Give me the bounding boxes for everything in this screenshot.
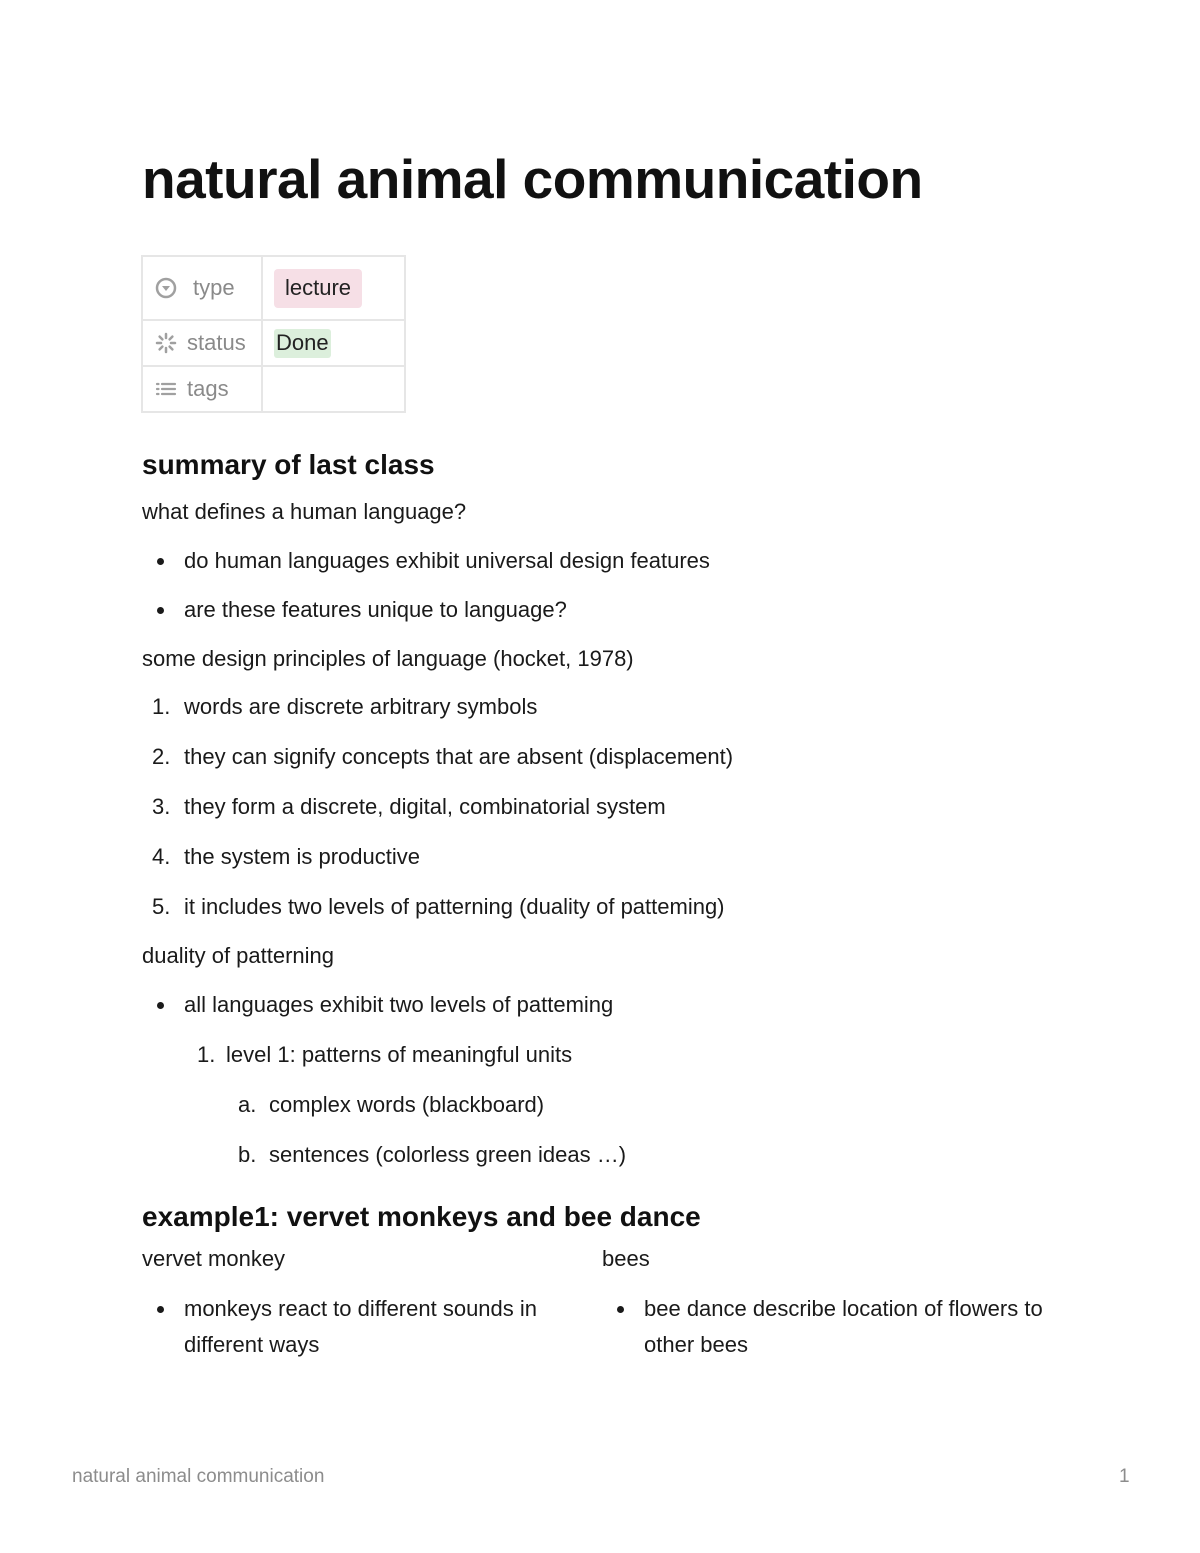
property-key-tags: tags: [187, 376, 229, 401]
list-item: a. complex words (blackboard): [142, 1089, 1062, 1121]
page-content: [142, 445, 1062, 1363]
column-vervet-monkey: [142, 1243, 602, 1363]
list-marker: 2.: [152, 744, 171, 769]
property-row-status: [142, 320, 405, 366]
example1-heading: example1: vervet monkeys and bee dance: [142, 1201, 701, 1232]
list-item: 3. they form a discrete, digital, combinatorial system: [142, 791, 1062, 823]
list-marker: 4.: [152, 844, 171, 869]
list-marker: 1.: [152, 694, 171, 719]
list-item: 1. level 1: patterns of meaningful units: [142, 1039, 1062, 1071]
duality-label: duality of patterning: [142, 943, 335, 968]
list-marker: 3.: [152, 794, 171, 819]
principles-list: [142, 691, 1062, 923]
summary-bullet-list: [142, 545, 1062, 626]
column-bees: [602, 1243, 1062, 1363]
list-marker: 5.: [152, 894, 171, 919]
dropdown-circle-icon: [155, 277, 177, 299]
list-item: 1. words are discrete arbitrary symbols: [142, 691, 1062, 723]
column-label: vervet monkey: [142, 1246, 286, 1271]
page-title: natural animal communication: [142, 148, 923, 210]
list-item: 4. the system is productive: [142, 841, 1062, 873]
footer-title: natural animal communication: [72, 1466, 325, 1487]
level1-sublist: [142, 1089, 1062, 1171]
list-item: 2. they can signify concepts that are absent (displacement): [142, 741, 1062, 773]
list-item: 5. it includes two levels of patterning (duality of patteming): [142, 891, 1062, 923]
duality-list: [142, 989, 1062, 1021]
level-list: [142, 1039, 1062, 1071]
list-item: b. sentences (colorless green ideas …): [142, 1139, 1062, 1171]
status-badge[interactable]: Done: [274, 329, 331, 358]
principles-intro: some design principles of language (hocket, 1978): [142, 646, 634, 671]
list-item: do human languages exhibit universal design features: [142, 545, 1062, 577]
list-item: are these features unique to language?: [142, 594, 1062, 626]
property-key-status: status: [187, 330, 246, 355]
list-item: bee dance describe location of flowers to other bees: [602, 1291, 1062, 1363]
property-row-tags: [142, 366, 405, 412]
property-row-type: [142, 256, 405, 320]
list-icon: [155, 378, 177, 400]
spinner-icon: [155, 332, 177, 354]
summary-question: what defines a human language?: [142, 499, 467, 524]
page-number: 1: [1119, 1466, 1130, 1487]
property-key-type: type: [193, 275, 235, 300]
list-marker: a.: [238, 1092, 257, 1117]
list-item: all languages exhibit two levels of patteming: [142, 989, 1062, 1021]
column-label: bees: [602, 1246, 650, 1271]
list-item: monkeys react to different sounds in different ways: [142, 1291, 602, 1363]
tags-value[interactable]: [262, 366, 405, 412]
list-marker: b.: [238, 1142, 257, 1167]
example1-columns: [142, 1243, 1062, 1363]
summary-heading: summary of last class: [142, 449, 435, 480]
properties-table: [141, 255, 406, 413]
type-tag-lecture[interactable]: lecture: [274, 269, 362, 308]
list-marker: 1.: [197, 1042, 216, 1067]
